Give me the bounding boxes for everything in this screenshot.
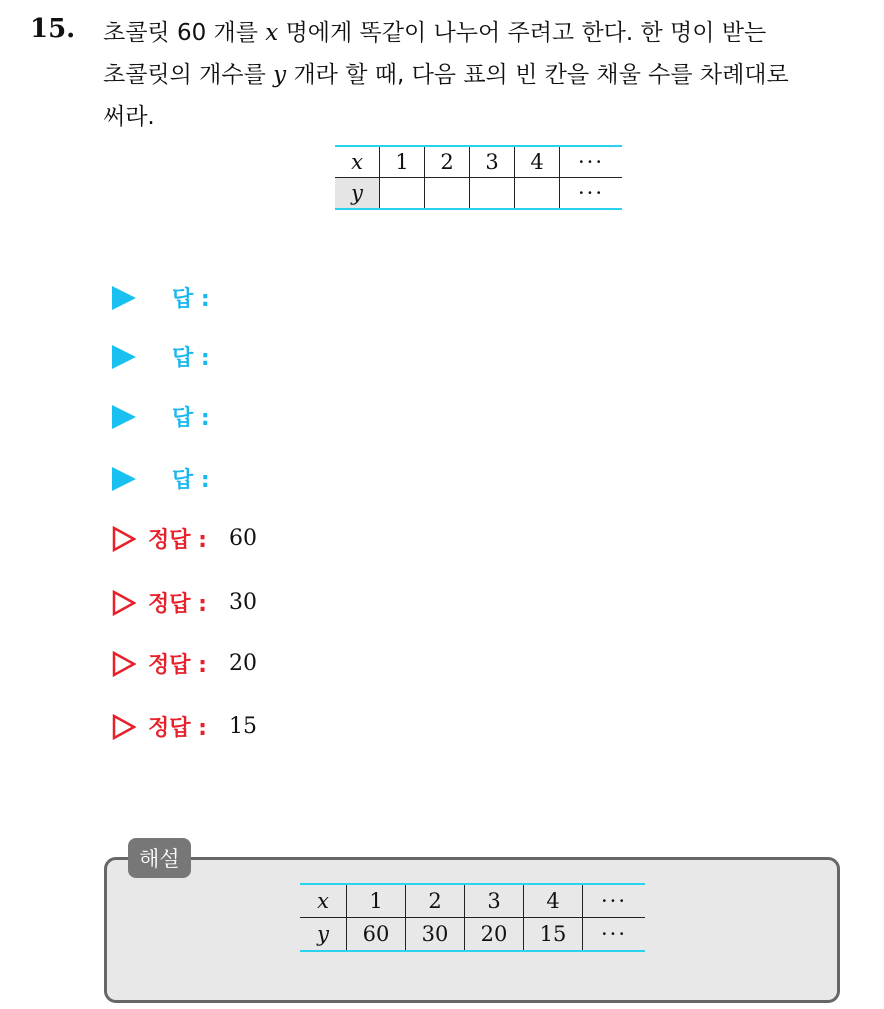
filled-triangle-icon [112, 286, 136, 310]
table-row [335, 146, 622, 178]
blank-cell[interactable] [515, 178, 560, 210]
filled-triangle-icon [112, 467, 136, 491]
solution-label: 정답 : [148, 592, 207, 617]
solution-value: 60 [228, 526, 257, 551]
table-cell: 60 [347, 918, 406, 952]
table-cell: ··· [560, 146, 623, 178]
table-cell: 1 [347, 884, 406, 918]
filled-triangle-icon [112, 405, 136, 429]
table-cell: 3 [465, 884, 524, 918]
table-cell: 4 [524, 884, 583, 918]
solution-value: 15 [228, 714, 257, 739]
blank-cell[interactable] [380, 178, 425, 210]
table-cell: y [335, 178, 380, 210]
table-cell: 30 [406, 918, 465, 952]
solution-row [112, 648, 257, 679]
answer-row[interactable] [112, 341, 210, 372]
question-text [103, 12, 863, 138]
outline-triangle-icon [112, 714, 136, 740]
solution-row [112, 711, 257, 742]
blank-cell[interactable] [425, 178, 470, 210]
solution-row [112, 587, 257, 618]
table-cell: 15 [524, 918, 583, 952]
question-number: 15. [30, 14, 76, 44]
question-line1-post: 명에게 똑같이 나누어 주려고 한다. 한 명이 받는 [278, 20, 767, 46]
question-line2-post: 개라 할 때, 다음 표의 빈 칸을 채울 수를 차례대로 [286, 62, 789, 88]
table-cell: 1 [380, 146, 425, 178]
explanation-tag: 해설 [128, 838, 191, 878]
table-row [300, 918, 645, 952]
explanation-table [300, 883, 645, 952]
table-cell: ··· [583, 884, 646, 918]
table-cell: y [300, 918, 347, 952]
table-row [335, 178, 622, 210]
table-cell: 2 [406, 884, 465, 918]
table-cell: 2 [425, 146, 470, 178]
solution-value: 30 [228, 590, 257, 615]
table-cell: 20 [465, 918, 524, 952]
solution-label: 정답 : [148, 528, 207, 553]
blank-cell[interactable] [470, 178, 515, 210]
question-line1-pre: 초콜릿 60 개를 [103, 20, 266, 46]
answer-row[interactable] [112, 282, 210, 313]
outline-triangle-icon [112, 651, 136, 677]
solution-value: 20 [228, 651, 257, 676]
table-cell: ··· [560, 178, 623, 210]
table-cell: ··· [583, 918, 646, 952]
var-y: y [273, 62, 287, 88]
answer-label: 답 : [172, 346, 210, 371]
answer-label: 답 : [172, 468, 210, 493]
outline-triangle-icon [112, 590, 136, 616]
problem-table [335, 145, 622, 210]
answer-row[interactable] [112, 463, 210, 494]
solution-row [112, 523, 257, 554]
table-cell: x [300, 884, 347, 918]
answer-label: 답 : [172, 406, 210, 431]
var-x: x [265, 20, 279, 46]
question-line2-pre: 초콜릿의 개수를 [103, 62, 274, 88]
table-cell: 4 [515, 146, 560, 178]
question-line3: 써라. [103, 104, 155, 130]
solution-label: 정답 : [148, 653, 207, 678]
answer-label: 답 : [172, 287, 210, 312]
table-cell: x [335, 146, 380, 178]
answer-row[interactable] [112, 401, 210, 432]
table-row [300, 884, 645, 918]
solution-label: 정답 : [148, 716, 207, 741]
table-cell: 3 [470, 146, 515, 178]
outline-triangle-icon [112, 526, 136, 552]
filled-triangle-icon [112, 345, 136, 369]
